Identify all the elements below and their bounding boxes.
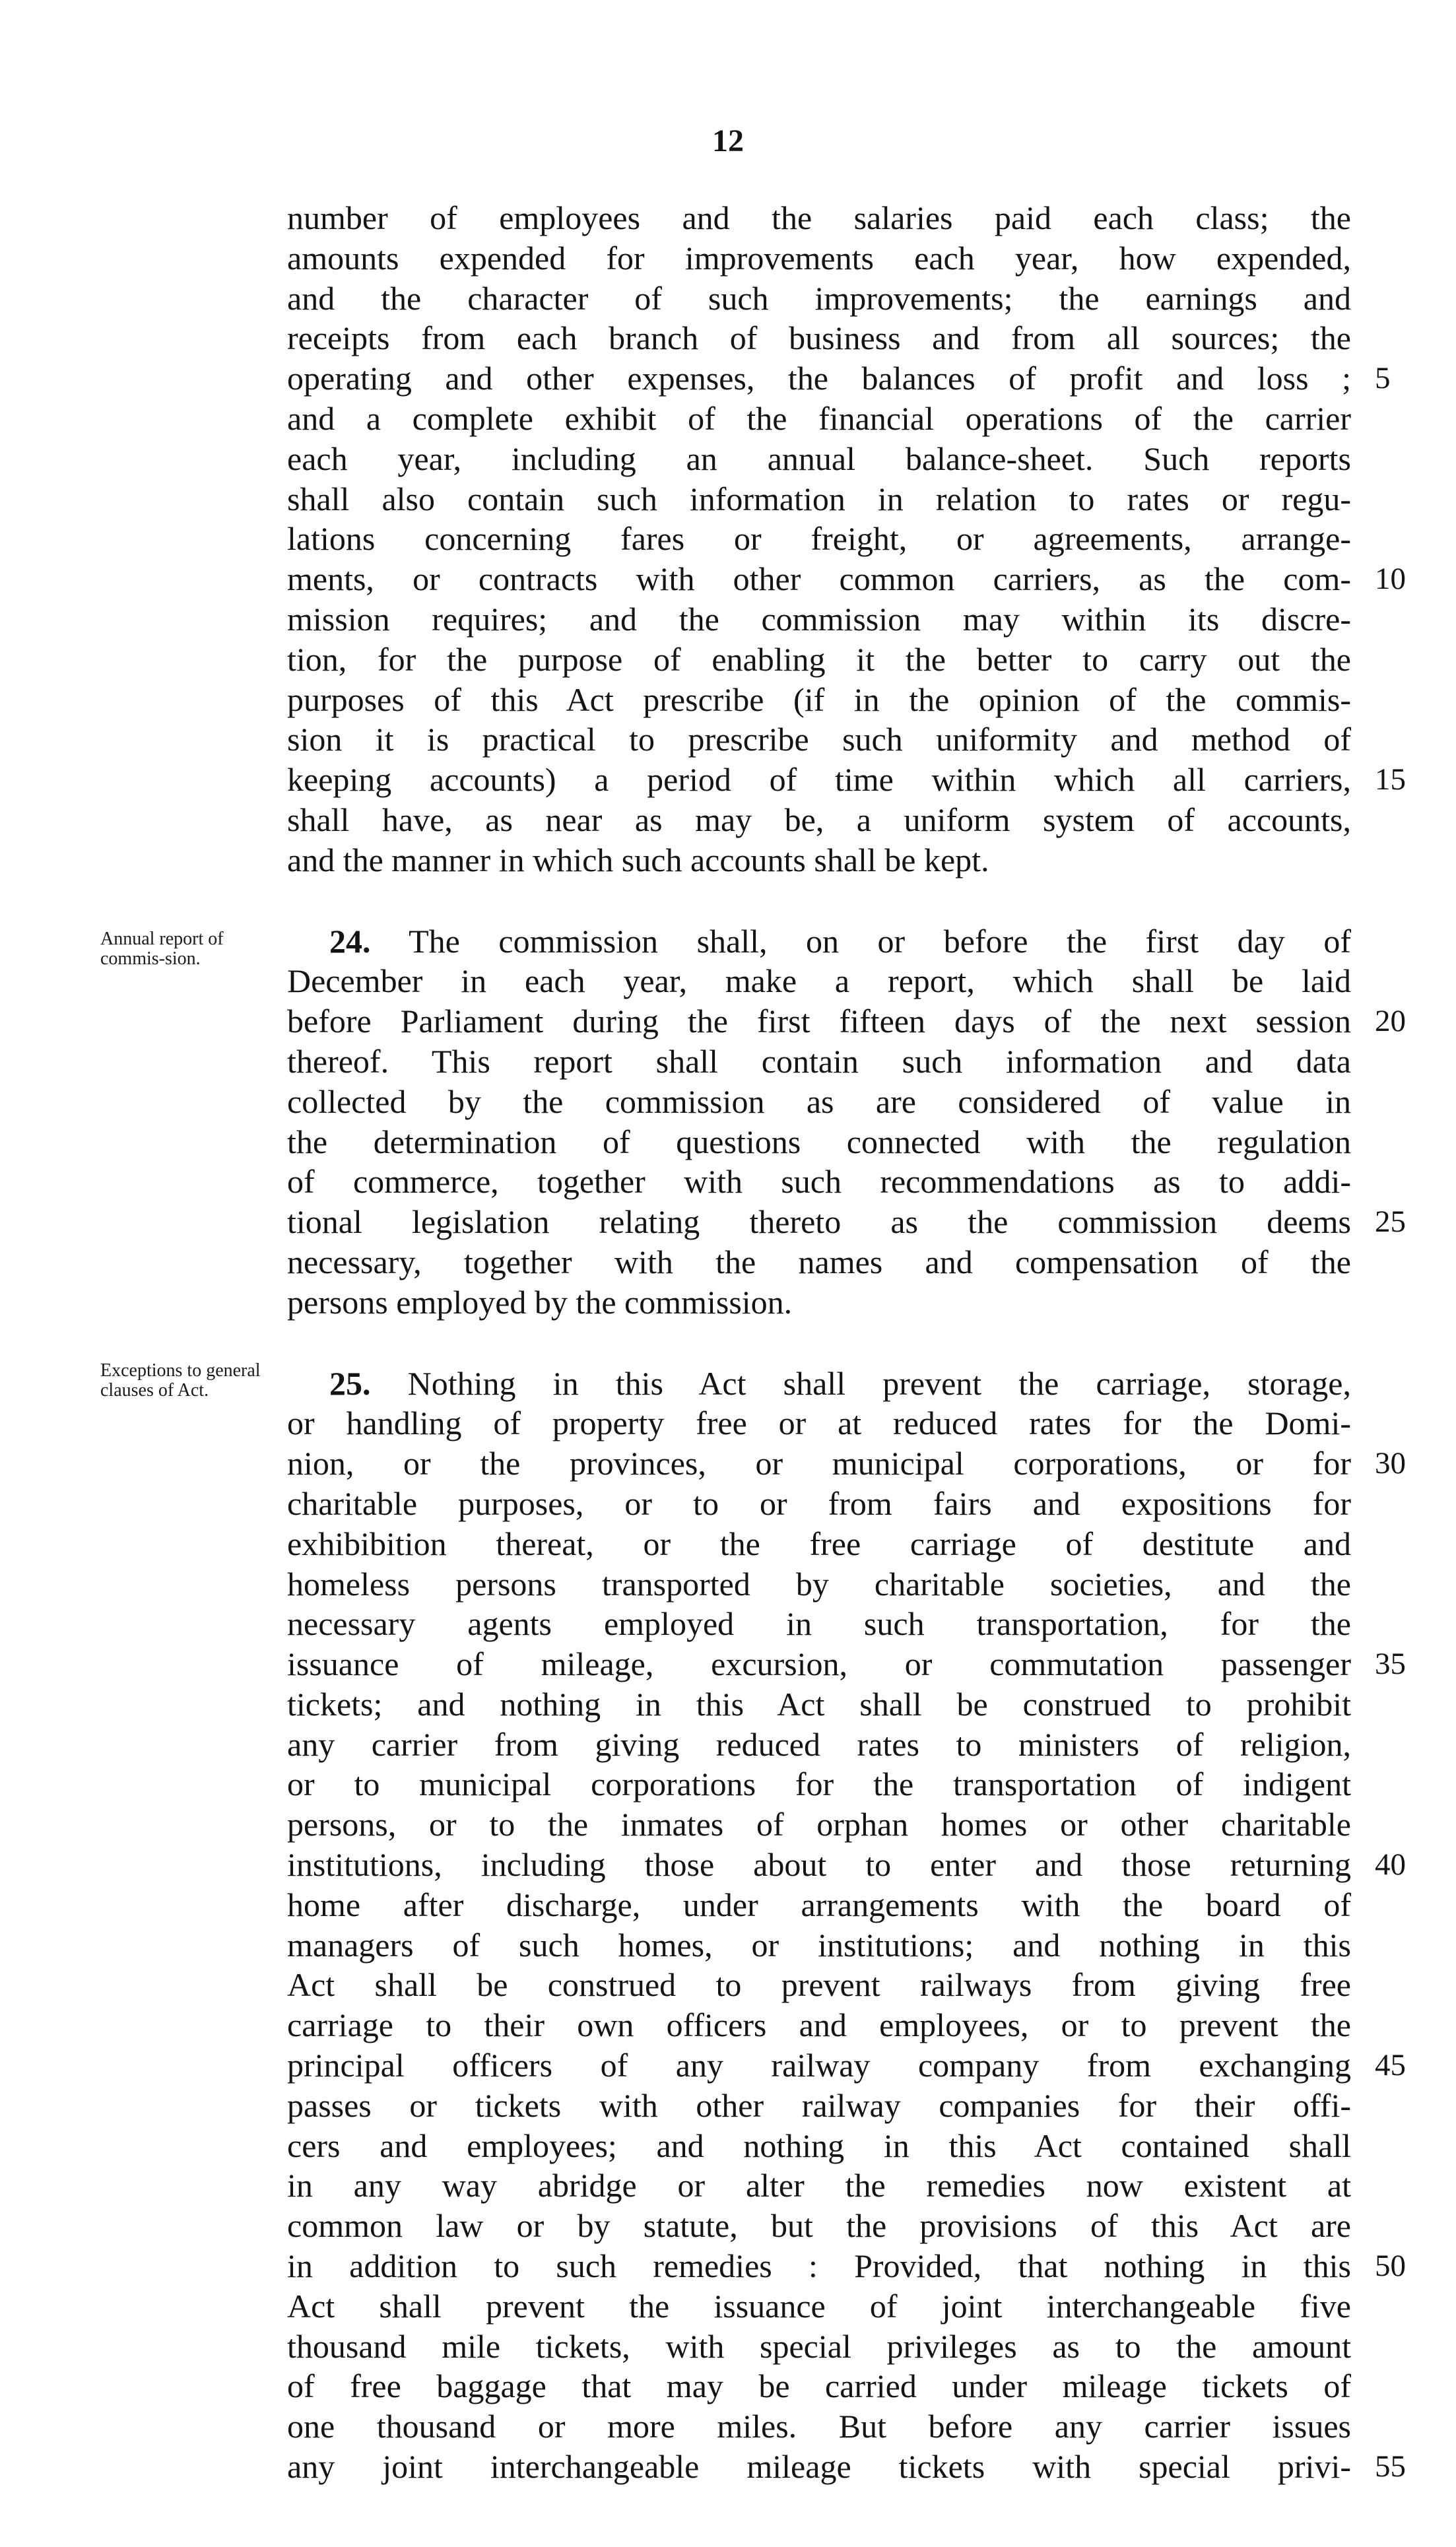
text-line: institutions, including those about to enter and those returning 40 — [287, 1845, 1351, 1885]
body-text — [287, 198, 1406, 2487]
line-number: 25 — [1375, 1205, 1406, 1240]
page-number: 12 — [712, 123, 744, 158]
text-line: carriage to their own officers and employees, or to prevent the — [287, 2006, 1351, 2044]
line-number: 50 — [1375, 2249, 1406, 2284]
section-number: 24. — [329, 922, 371, 960]
text-line: necessary, together with the names and compensation of the — [287, 1243, 1351, 1280]
margin-note-annual-report: Annual report of commis-sion. — [100, 929, 224, 969]
line-number: 55 — [1375, 2449, 1406, 2484]
text-line: or to municipal corporations for the transportation of indigent — [287, 1766, 1351, 1803]
text-line: each year, including an annual balance-sheet. Such reports — [287, 440, 1351, 477]
text-line: and the character of such improvements; the earnings and — [287, 279, 1351, 317]
text-line: December in each year, make a report, which shall be laid — [287, 962, 1351, 1000]
text-line: mission requires; and the commission may within its discre- — [287, 600, 1351, 638]
text-line: tional legislation relating thereto as the commission deems 25 — [287, 1202, 1351, 1242]
text-line: cers and employees; and nothing in this Act contained shall — [287, 2127, 1351, 2164]
text-line: exhibibition thereat, or the free carriage of destitute and — [287, 1525, 1351, 1562]
text-line: managers of such homes, or institutions; and nothing in this — [287, 1926, 1351, 1964]
text-line: purposes of this Act prescribe (if in the opinion of the commis- — [287, 680, 1351, 718]
line-number: 35 — [1375, 1647, 1406, 1682]
line-number: 5 — [1375, 361, 1391, 396]
section-25-first-line: 25. Nothing in this Act shall prevent the carriage, storage, — [329, 1364, 1352, 1402]
text-line: shall also contain such information in relation to rates or regu- — [287, 480, 1351, 517]
line-number: 20 — [1375, 1004, 1406, 1039]
text-line: thousand mile tickets, with special privileges as to the amount — [287, 2327, 1351, 2365]
text-line: or handling of property free or at reduced rates for the Domi- — [287, 1405, 1351, 1442]
text-line: charitable purposes, or to or from fairs and expositions for — [287, 1484, 1351, 1522]
section-number: 25. — [329, 1364, 371, 1402]
text-line: persons employed by the commission. — [287, 1283, 793, 1321]
text-line: of commerce, together with such recommendations as to addi- — [287, 1163, 1351, 1201]
text-line: tion, for the purpose of enabling it the better to carry out the — [287, 640, 1351, 678]
text-line: receipts from each branch of business and from all sources; the — [287, 319, 1351, 357]
text-line: persons, or to the inmates of orphan homes or other charitable — [287, 1806, 1351, 1843]
text-line: in addition to such remedies : Provided, that nothing in this 50 — [287, 2246, 1351, 2286]
section-24-first-line: 24. The commission shall, on or before the first day of — [329, 922, 1351, 960]
text-line: sion it is practical to prescribe such uniformity and method of — [287, 721, 1351, 758]
text-line: nion, or the provinces, or municipal corporations, or for 30 — [287, 1443, 1351, 1484]
text-line: of free baggage that may be carried under mileage tickets of — [287, 2367, 1351, 2405]
text-line: thereof. This report shall contain such information and data — [287, 1042, 1351, 1080]
text-line: and a complete exhibit of the financial operations of the carrier — [287, 399, 1351, 437]
text-line: home after discharge, under arrangements with the board of — [287, 1886, 1351, 1923]
text-line: Act shall prevent the issuance of joint interchangeable five — [287, 2287, 1351, 2325]
text-line: collected by the commission as are considered of value in — [287, 1082, 1351, 1120]
line-number: 40 — [1375, 1847, 1406, 1882]
line-number: 15 — [1375, 762, 1406, 797]
text-line: common law or by statute, but the provisions of this Act are — [287, 2207, 1351, 2245]
text-line: principal officers of any railway company from exchanging 45 — [287, 2045, 1351, 2086]
line-number: 45 — [1375, 2048, 1406, 2083]
line-number: 30 — [1375, 1446, 1406, 1481]
text-line: and the manner in which such accounts shall be kept. — [287, 841, 989, 878]
text-line: operating and other expenses, the balances of profit and loss ; 5 — [287, 358, 1351, 399]
text-line: the determination of questions connected with the regulation — [287, 1123, 1351, 1160]
text-line: number of employees and the salaries paid each class; the — [287, 199, 1351, 236]
line-number: 10 — [1375, 562, 1406, 597]
text-line: keeping accounts) a period of time within which all carriers, 15 — [287, 760, 1351, 800]
text-line: tickets; and nothing in this Act shall be construed to prohibit — [287, 1685, 1351, 1723]
text-line: shall have, as near as may be, a uniform system of accounts, — [287, 801, 1351, 838]
text-line: homeless persons transported by charitable societies, and the — [287, 1565, 1351, 1603]
text-line: amounts expended for improvements each year, how expended, — [287, 239, 1351, 277]
text-line: ments, or contracts with other common carriers, as the com- 10 — [287, 559, 1351, 599]
text-line: lations concerning fares or freight, or agreements, arrange- — [287, 520, 1351, 558]
text-line: before Parliament during the first fifteen days of the next session 20 — [287, 1001, 1351, 1042]
text-line: issuance of mileage, excursion, or commutation passenger 35 — [287, 1644, 1351, 1684]
text-line: in any way abridge or alter the remedies now existent at — [287, 2167, 1351, 2204]
text-line: one thousand or more miles. But before any carrier issues — [287, 2408, 1351, 2445]
text-line: any carrier from giving reduced rates to ministers of religion, — [287, 1725, 1351, 1763]
text-line: any joint interchangeable mileage tickets with special privi- 55 — [287, 2447, 1351, 2487]
margin-note-exceptions: Exceptions to general clauses of Act. — [100, 1360, 261, 1401]
text-line: passes or tickets with other railway companies for their offi- — [287, 2086, 1351, 2124]
text-line: necessary agents employed in such transportation, for the — [287, 1605, 1351, 1643]
text-line: Act shall be construed to prevent railways from giving free — [287, 1966, 1351, 2004]
